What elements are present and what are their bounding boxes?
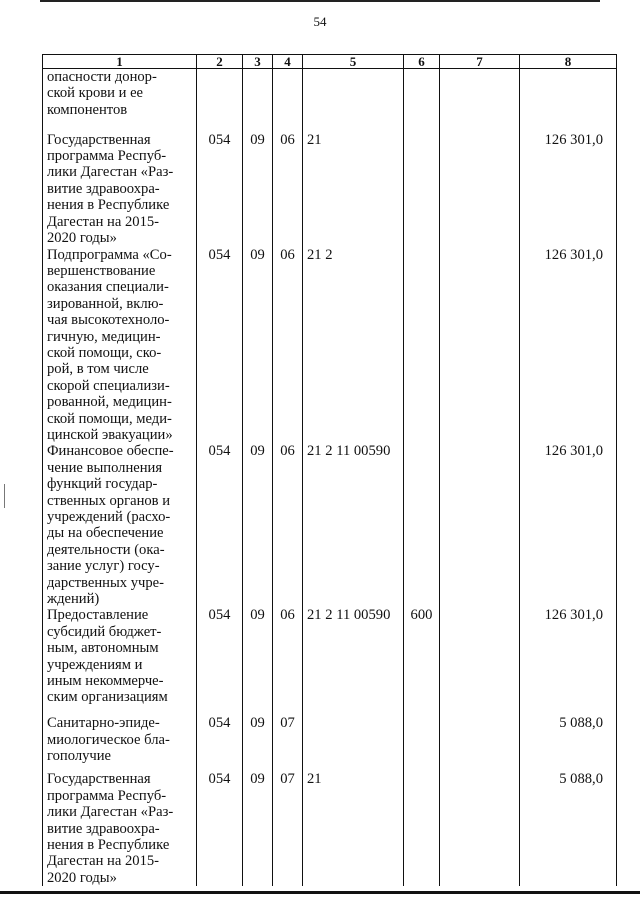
item-name-line: зированной, вклю- [47,295,164,312]
table-row [43,69,617,132]
item-name-line: ской помощи, ско- [47,344,162,361]
header-cell: 2 [197,55,243,69]
scan-edge-bottom [0,891,640,894]
column-7-cell [440,132,520,247]
item-name-line: Государственная [47,771,151,788]
header-cell: 6 [404,55,440,69]
item-name-cell [43,715,197,771]
section-code-cell: 09 [243,607,273,715]
amount-cell: 126 301,0 [520,132,617,247]
subsection-code-cell: 07 [273,771,303,886]
item-name-cell [43,607,197,715]
amount-cell: 126 301,0 [520,443,617,607]
item-name-line: оказания специали- [47,279,169,296]
subsection-code-cell: 06 [273,443,303,607]
subsection-code-cell: 06 [273,607,303,715]
table-row [43,715,617,771]
item-name-cell [43,247,197,444]
scan-edge-top [40,0,600,2]
item-name-line: Подпрограмма «Со- [47,246,172,263]
item-name-line: опасности донор- [47,69,157,85]
section-code-cell: 09 [243,715,273,771]
item-name-line: ным, автономным [47,640,159,657]
item-name-line: ским организациям [47,689,168,706]
item-name-line: гополучие [47,748,112,765]
table-row [43,443,617,607]
target-article-cell: 21 [303,132,404,247]
header-cell: 3 [243,55,273,69]
amount-cell: 5 088,0 [520,715,617,771]
subsection-code-cell: 06 [273,247,303,444]
header-cell: 8 [520,55,617,69]
item-name-line: деятельности (ока- [47,541,165,558]
section-code-cell: 09 [243,443,273,607]
scan-speck [4,484,5,508]
item-name-cell [43,771,197,886]
item-name-line: чая высокотехноло- [47,312,170,329]
header-cell: 7 [440,55,520,69]
subsection-code-cell [273,69,303,132]
item-name-line: витие здравоохра- [47,180,160,197]
subsection-code-cell: 07 [273,715,303,771]
item-name-line: Предоставление [47,607,149,624]
table-body [43,69,617,887]
item-name-line: учреждений (расхо- [47,509,171,525]
section-code-cell: 09 [243,247,273,444]
amount-cell: 126 301,0 [520,247,617,444]
page-number: 54 [313,14,327,29]
item-name-line: цинской эвакуации» [47,426,173,443]
expense-type-cell [404,247,440,444]
item-name-line: ской крови и ее [47,85,144,102]
target-article-cell: 21 2 11 00590 [303,443,404,607]
column-7-cell [440,443,520,607]
item-name-line: программа Респуб- [47,147,167,164]
item-name-line: вершенствование [47,262,156,279]
item-name-line: нения в Республике [47,197,170,214]
item-name-line: лики Дагестан «Раз- [47,164,174,181]
table-row [43,607,617,715]
column-7-cell [440,247,520,444]
item-name-cell [43,443,197,607]
admin-code-cell: 054 [197,443,243,607]
admin-code-cell: 054 [197,771,243,886]
table-header [43,55,617,69]
item-name-line: зание услуг) госу- [47,558,160,575]
item-name-line: компонентов [47,101,128,118]
item-name-line: витие здравоохра- [47,820,160,837]
header-cell: 1 [43,55,197,69]
item-name-line: ды на обеспечение [47,525,164,542]
item-name-cell [43,132,197,247]
column-7-cell [440,69,520,132]
item-name-line: лики Дагестан «Раз- [47,804,174,821]
item-name-line: Дагестан на 2015- [47,213,160,230]
target-article-cell [303,69,404,132]
item-name-line: иным некоммерче- [47,673,164,690]
item-name-line: учреждениям и [47,656,143,673]
target-article-cell: 21 2 [303,247,404,444]
item-name-line: миологическое бла- [47,731,170,748]
target-article-cell: 21 2 11 00590 [303,607,404,715]
item-name-line: Дагестан на 2015- [47,853,160,870]
expense-type-cell [404,443,440,607]
item-name-line: 2020 годы» [47,229,117,246]
expense-type-cell: 600 [404,607,440,715]
expense-type-cell [404,132,440,247]
expense-type-cell [404,771,440,886]
column-7-cell [440,607,520,715]
table-row [43,132,617,247]
admin-code-cell: 054 [197,247,243,444]
admin-code-cell: 054 [197,132,243,247]
admin-code-cell: 054 [197,715,243,771]
section-code-cell: 09 [243,771,273,886]
item-name-line: ждений) [47,591,100,608]
item-name-line: чение выполнения [47,459,163,476]
item-name-line: Государственная [47,131,151,148]
table-header-row [43,55,617,69]
item-name-line: рованной, медицин- [47,394,172,411]
item-name-line: программа Респуб- [47,787,167,804]
item-name-line: субсидий бюджет- [47,623,162,640]
section-code-cell [243,69,273,132]
item-name-line: рой, в том числе [47,361,149,378]
header-cell: 4 [273,55,303,69]
item-name-line: ской помощи, меди- [47,410,172,427]
column-7-cell [440,771,520,886]
table-row [43,247,617,444]
item-name-line: ственных органов и [47,492,171,509]
section-code-cell: 09 [243,132,273,247]
amount-cell: 5 088,0 [520,771,617,886]
item-name-line: гичную, медицин- [47,328,161,345]
item-name-cell [43,69,197,132]
subsection-code-cell: 06 [273,132,303,247]
item-name-line: Санитарно-эпиде- [47,715,160,732]
admin-code-cell: 054 [197,607,243,715]
item-name-line: Финансовое обеспе- [47,443,174,460]
expense-type-cell [404,69,440,132]
table-row [43,771,617,886]
amount-cell [520,69,617,132]
admin-code-cell [197,69,243,132]
item-name-line: 2020 годы» [47,869,117,886]
item-name-line: дарственных учре- [47,574,164,591]
target-article-cell [303,715,404,771]
item-name-line: функций государ- [47,476,158,493]
amount-cell: 126 301,0 [520,607,617,715]
budget-table [42,54,617,886]
header-cell: 5 [303,55,404,69]
expense-type-cell [404,715,440,771]
target-article-cell: 21 [303,771,404,886]
column-7-cell [440,715,520,771]
item-name-line: нения в Республике [47,837,170,854]
item-name-line: скорой специализи- [47,377,170,394]
